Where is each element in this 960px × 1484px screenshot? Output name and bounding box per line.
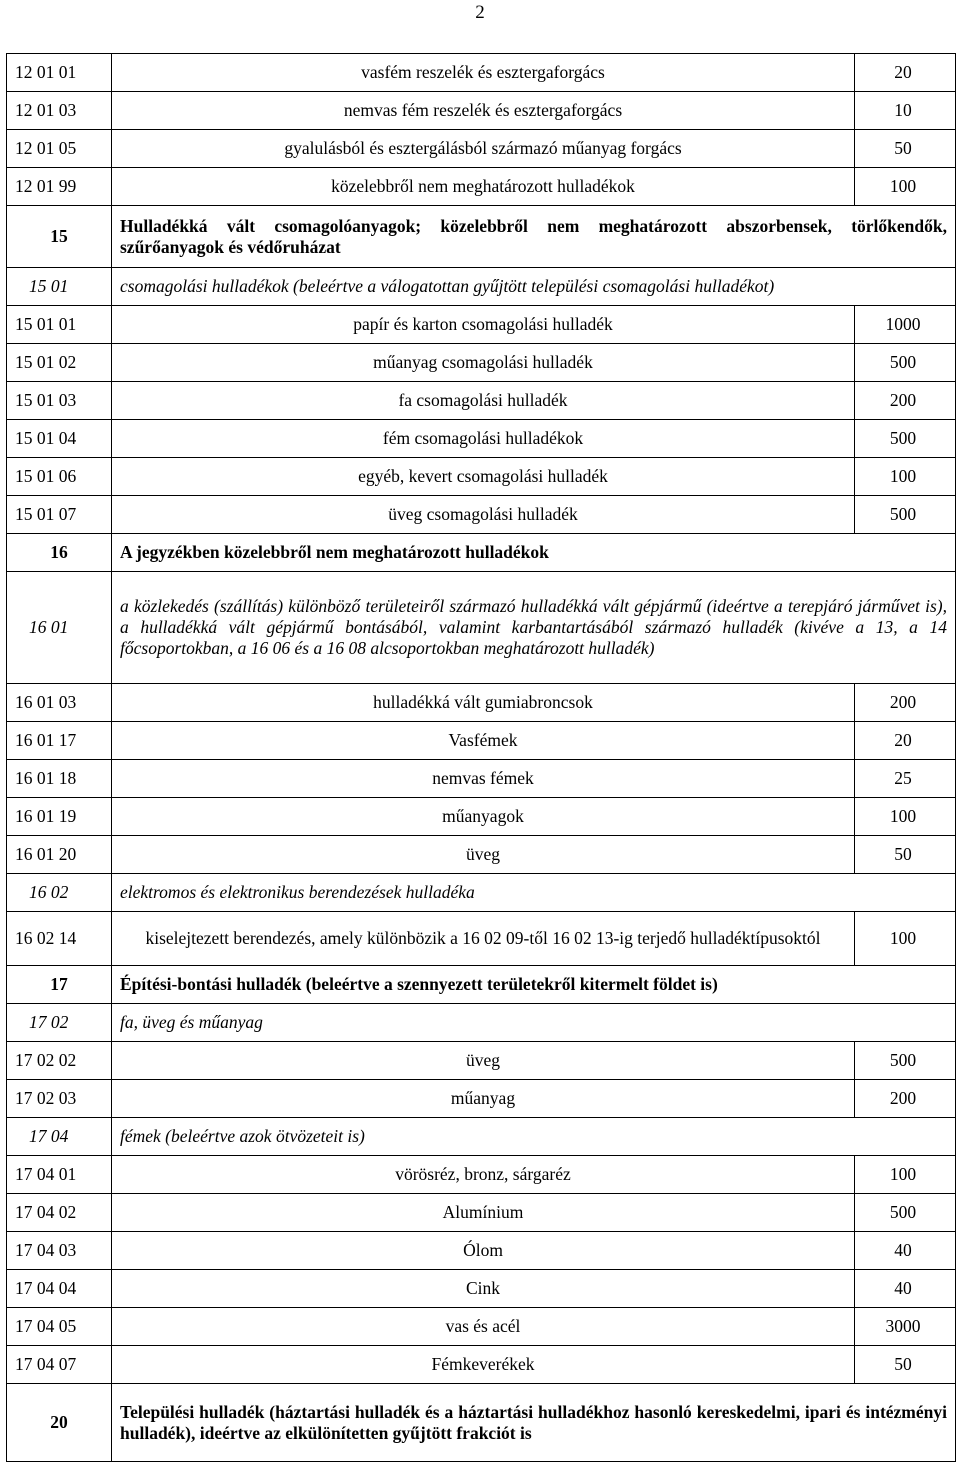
waste-code: 17 04 04 bbox=[7, 1270, 112, 1308]
waste-quantity: 20 bbox=[855, 54, 956, 92]
table-row bbox=[7, 420, 956, 458]
waste-code: 17 04 03 bbox=[7, 1232, 112, 1270]
waste-description: fémek (beleértve azok ötvözeteit is) bbox=[112, 1118, 956, 1156]
waste-quantity: 40 bbox=[855, 1270, 956, 1308]
waste-quantity: 100 bbox=[855, 168, 956, 206]
table-row bbox=[7, 1080, 956, 1118]
waste-code: 15 bbox=[7, 206, 112, 268]
subgroup-row bbox=[7, 572, 956, 684]
waste-description: üveg bbox=[112, 836, 855, 874]
table-row bbox=[7, 722, 956, 760]
table-row bbox=[7, 798, 956, 836]
waste-description: hulladékká vált gumiabroncsok bbox=[112, 684, 855, 722]
waste-code: 17 04 01 bbox=[7, 1156, 112, 1194]
waste-description: vörösréz, bronz, sárgaréz bbox=[112, 1156, 855, 1194]
waste-quantity: 200 bbox=[855, 382, 956, 420]
waste-description: műanyagok bbox=[112, 798, 855, 836]
waste-code: 15 01 06 bbox=[7, 458, 112, 496]
table-row bbox=[7, 1156, 956, 1194]
waste-quantity: 500 bbox=[855, 496, 956, 534]
waste-code: 17 bbox=[7, 966, 112, 1004]
waste-description: Hulladékká vált csomagolóanyagok; közelebbről nem meghatározott abszorbensek, törlőkendők, szűrőanyagok és védőruházat bbox=[112, 206, 956, 268]
table-row bbox=[7, 344, 956, 382]
waste-code: 12 01 99 bbox=[7, 168, 112, 206]
waste-quantity: 1000 bbox=[855, 306, 956, 344]
waste-description: gyalulásból és esztergálásból származó műanyag forgács bbox=[112, 130, 855, 168]
waste-quantity: 50 bbox=[855, 130, 956, 168]
table-row bbox=[7, 92, 956, 130]
waste-quantity: 40 bbox=[855, 1232, 956, 1270]
waste-description: Fémkeverékek bbox=[112, 1346, 855, 1384]
waste-code: 17 02 03 bbox=[7, 1080, 112, 1118]
table-row bbox=[7, 458, 956, 496]
waste-description: műanyag bbox=[112, 1080, 855, 1118]
waste-description: A jegyzékben közelebbről nem meghatározott hulladékok bbox=[112, 534, 956, 572]
waste-description: Vasfémek bbox=[112, 722, 855, 760]
waste-code: 16 01 17 bbox=[7, 722, 112, 760]
waste-quantity: 25 bbox=[855, 760, 956, 798]
waste-description: közelebbről nem meghatározott hulladékok bbox=[112, 168, 855, 206]
table-row bbox=[7, 1270, 956, 1308]
waste-code: 15 01 02 bbox=[7, 344, 112, 382]
subgroup-row bbox=[7, 1004, 956, 1042]
table-row bbox=[7, 382, 956, 420]
waste-quantity: 100 bbox=[855, 458, 956, 496]
group-header-row bbox=[7, 966, 956, 1004]
table-row bbox=[7, 760, 956, 798]
table-row bbox=[7, 684, 956, 722]
waste-code: 17 04 02 bbox=[7, 1194, 112, 1232]
waste-quantity: 500 bbox=[855, 1042, 956, 1080]
waste-code: 17 02 bbox=[7, 1004, 112, 1042]
group-header-row bbox=[7, 1384, 956, 1462]
waste-quantity: 20 bbox=[855, 722, 956, 760]
waste-description: Ólom bbox=[112, 1232, 855, 1270]
waste-code: 16 01 18 bbox=[7, 760, 112, 798]
waste-code: 20 bbox=[7, 1384, 112, 1462]
waste-code: 15 01 04 bbox=[7, 420, 112, 458]
waste-description: vasfém reszelék és esztergaforgács bbox=[112, 54, 855, 92]
subgroup-row bbox=[7, 268, 956, 306]
table-row bbox=[7, 1346, 956, 1384]
waste-description: fa, üveg és műanyag bbox=[112, 1004, 956, 1042]
waste-quantity: 500 bbox=[855, 420, 956, 458]
waste-code: 16 01 bbox=[7, 572, 112, 684]
waste-code: 15 01 03 bbox=[7, 382, 112, 420]
waste-code: 16 02 14 bbox=[7, 912, 112, 966]
waste-code: 16 01 03 bbox=[7, 684, 112, 722]
table-row bbox=[7, 496, 956, 534]
waste-description: papír és karton csomagolási hulladék bbox=[112, 306, 855, 344]
waste-quantity: 50 bbox=[855, 1346, 956, 1384]
waste-code: 15 01 07 bbox=[7, 496, 112, 534]
waste-quantity: 100 bbox=[855, 798, 956, 836]
waste-code: 12 01 01 bbox=[7, 54, 112, 92]
waste-description: Építési-bontási hulladék (beleértve a szennyezett területekről kitermelt földet is) bbox=[112, 966, 956, 1004]
waste-description: elektromos és elektronikus berendezések hulladéka bbox=[112, 874, 956, 912]
waste-code: 12 01 03 bbox=[7, 92, 112, 130]
table-row bbox=[7, 1308, 956, 1346]
table-row bbox=[7, 1042, 956, 1080]
waste-code: 12 01 05 bbox=[7, 130, 112, 168]
table-row bbox=[7, 168, 956, 206]
waste-code: 17 02 02 bbox=[7, 1042, 112, 1080]
table-row bbox=[7, 1194, 956, 1232]
waste-description: Cink bbox=[112, 1270, 855, 1308]
waste-description: vas és acél bbox=[112, 1308, 855, 1346]
waste-quantity: 100 bbox=[855, 912, 956, 966]
waste-description: a közlekedés (szállítás) különböző területeiről származó hulladékká vált gépjármű (ideértve a terepjáró járművet is), a hulladékká vált gépjármű bontásából, valamint karbantartásából származó hulladék (kivéve a 13, a 14 főcsoportokban, a 16 06 és a 16 08 alcsoportokban meghatározott hulladék) bbox=[112, 572, 956, 684]
waste-description: Települési hulladék (háztartási hulladék és a háztartási hulladékhoz hasonló kereskedelmi, ipari és intézményi hulladék), ideértve az elkülönítetten gyűjtött frakciót is bbox=[112, 1384, 956, 1462]
waste-code: 15 01 01 bbox=[7, 306, 112, 344]
waste-quantity: 50 bbox=[855, 836, 956, 874]
table-row bbox=[7, 130, 956, 168]
waste-description: csomagolási hulladékok (beleértve a válogatottan gyűjtött települési csomagolási hulladékot) bbox=[112, 268, 956, 306]
table-row bbox=[7, 306, 956, 344]
waste-quantity: 500 bbox=[855, 1194, 956, 1232]
waste-description: nemvas fém reszelék és esztergaforgács bbox=[112, 92, 855, 130]
waste-description: nemvas fémek bbox=[112, 760, 855, 798]
table-row bbox=[7, 54, 956, 92]
waste-description: Alumínium bbox=[112, 1194, 855, 1232]
waste-quantity: 200 bbox=[855, 684, 956, 722]
waste-description: műanyag csomagolási hulladék bbox=[112, 344, 855, 382]
group-header-row bbox=[7, 206, 956, 268]
waste-quantity: 500 bbox=[855, 344, 956, 382]
waste-code: 17 04 bbox=[7, 1118, 112, 1156]
waste-code: 16 02 bbox=[7, 874, 112, 912]
waste-code: 16 01 20 bbox=[7, 836, 112, 874]
group-header-row bbox=[7, 534, 956, 572]
waste-quantity: 3000 bbox=[855, 1308, 956, 1346]
subgroup-row bbox=[7, 874, 956, 912]
waste-quantity: 10 bbox=[855, 92, 956, 130]
table-row bbox=[7, 1232, 956, 1270]
waste-quantity: 100 bbox=[855, 1156, 956, 1194]
table-row bbox=[7, 912, 956, 966]
waste-code-table bbox=[6, 53, 956, 1462]
waste-description: kiselejtezett berendezés, amely különbözik a 16 02 09-től 16 02 13-ig terjedő hulladéktípusoktól bbox=[112, 912, 855, 966]
waste-description: üveg bbox=[112, 1042, 855, 1080]
waste-code: 16 bbox=[7, 534, 112, 572]
waste-code: 16 01 19 bbox=[7, 798, 112, 836]
waste-code: 17 04 05 bbox=[7, 1308, 112, 1346]
subgroup-row bbox=[7, 1118, 956, 1156]
table-row bbox=[7, 836, 956, 874]
waste-description: fém csomagolási hulladékok bbox=[112, 420, 855, 458]
waste-quantity: 200 bbox=[855, 1080, 956, 1118]
page-number: 2 bbox=[475, 2, 485, 23]
waste-description: üveg csomagolási hulladék bbox=[112, 496, 855, 534]
waste-description: fa csomagolási hulladék bbox=[112, 382, 855, 420]
waste-code: 15 01 bbox=[7, 268, 112, 306]
waste-code: 17 04 07 bbox=[7, 1346, 112, 1384]
waste-description: egyéb, kevert csomagolási hulladék bbox=[112, 458, 855, 496]
